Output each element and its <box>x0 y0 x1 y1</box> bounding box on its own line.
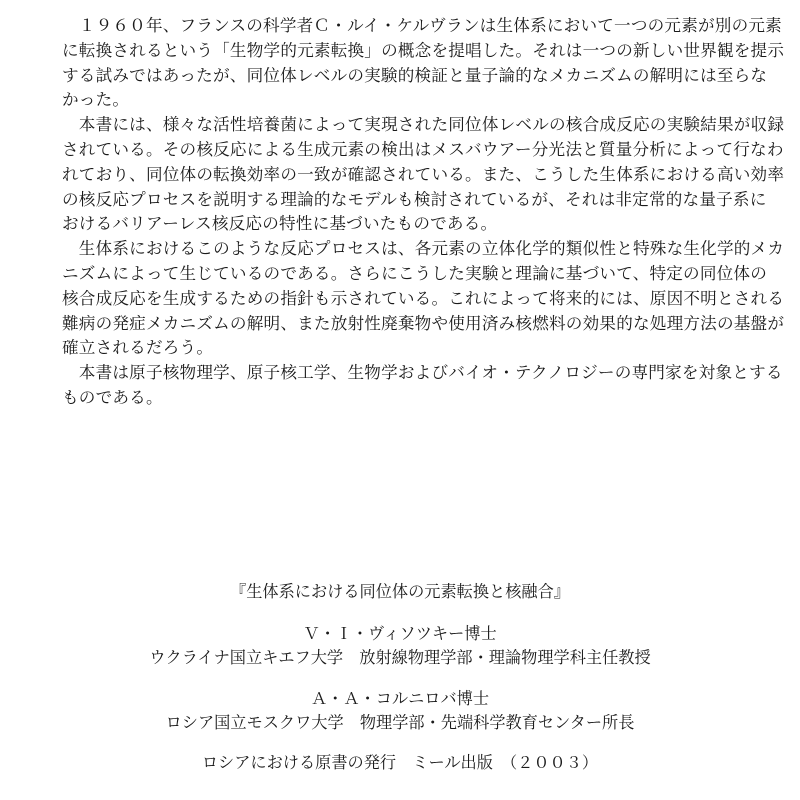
description-line: の核反応プロセスを説明する理論的なモデルも検討されているが、それは非定常的な量子系に <box>62 189 767 209</box>
description-line: ものである。 <box>62 387 163 407</box>
description-line: されている。その核反応による生成元素の検出はメスバウアー分光法と質量分析によって行なわ <box>62 139 784 159</box>
publication-info: ロシアにおける原書の発行 ミール出版 （２００３） <box>201 753 599 772</box>
description-line: 難病の発症メカニズムの解明、また放射性廃棄物や使用済み核燃料の効果的な処理方法の基盤が <box>62 313 785 333</box>
description-line: おけるバリアーレス核反応の特性に基づいたものである。 <box>62 214 498 234</box>
description-line: かった。 <box>62 90 130 110</box>
book-credits <box>0 580 800 775</box>
author-affiliation: ウクライナ国立キエフ大学 放射線物理学部・理論物理学科主任教授 <box>149 648 651 667</box>
author-name: Ａ・Ａ・コルニロバ博士 <box>310 689 490 708</box>
description-line: 核合成反応を生成するための指針も示されている。これによって将来的には、原因不明とされる <box>62 288 785 308</box>
description-line: １９６０年、フランスの科学者Ｃ・ルイ・ケルヴランは生体系において一つの元素が別の元素 <box>62 16 782 35</box>
description-line: ニズムによって生じているのである。さらにこうした実験と理論に基づいて、特定の同位体の <box>62 263 768 283</box>
description-line: 本書は原子核物理学、原子核工学、生物学およびバイオ・テクノロジーの専門家を対象とする <box>62 363 783 383</box>
description-line: 生体系におけるこのような反応プロセスは、各元素の立体化学的類似性と特殊な生化学的メカ <box>62 239 785 259</box>
author-affiliation: ロシア国立モスクワ大学 物理学部・先端科学教育センター所長 <box>165 713 635 732</box>
description-line: に転換されるという「生物学的元素転換」の概念を提唱した。それは一つの新しい世界観を提示 <box>62 40 785 60</box>
description-line: 本書には、様々な活性培養菌によって実現された同位体レベルの核合成反応の実験結果が収録 <box>62 115 785 135</box>
book-title: 『生体系における同位体の元素転換と核融合』 <box>230 582 570 601</box>
description-line: する試みではあったが、同位体レベルの実験的検証と量子論的なメカニズムの解明には至らな <box>62 65 768 85</box>
description-line: 確立されるだろう。 <box>62 338 214 358</box>
book-description <box>62 14 785 411</box>
author-name: Ｖ・Ｉ・ヴィソツキー博士 <box>303 624 497 643</box>
description-line: れており、同位体の転換効率の一致が確認されている。また、こうした生体系における高い効率 <box>62 164 785 184</box>
